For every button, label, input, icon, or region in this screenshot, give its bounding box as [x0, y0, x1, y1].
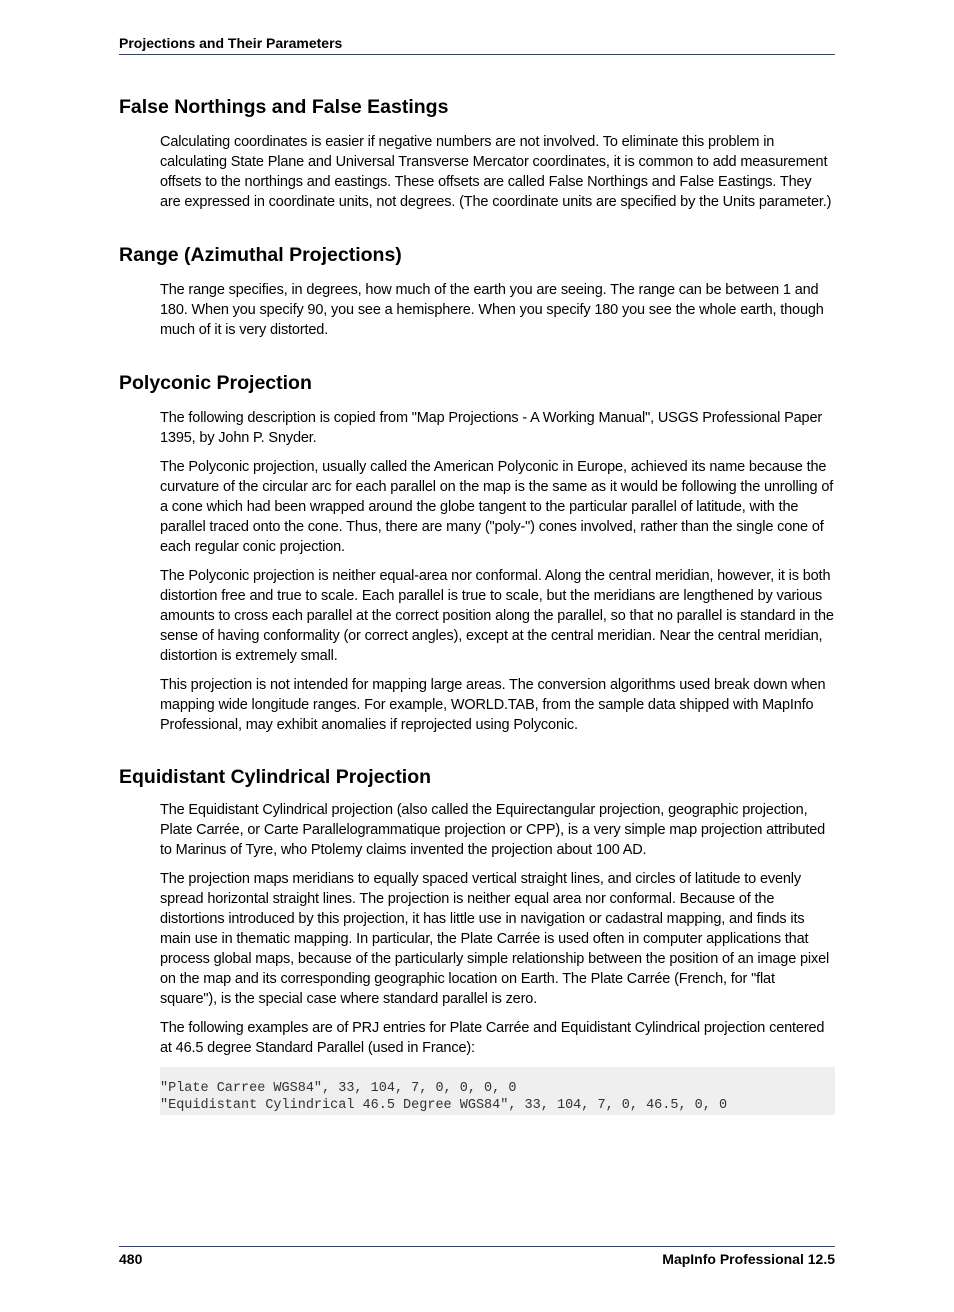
code-line: "Equidistant Cylindrical 46.5 Degree WGS84", 33, 104, 7, 0, 46.5, 0, 0 — [160, 1098, 728, 1113]
paragraph: The following description is copied from "Map Projections - A Working Manual", USGS Professional Paper 1395, by John P. Snyder. — [160, 410, 823, 446]
section-equidistant-cylindrical — [119, 764, 835, 1115]
paragraph: The range specifies, in degrees, how much of the earth you are seeing. The range can be between 1 and 180. When you specify 90, you see a hemisphere. When you specify 180 you see the whole earth, though much of it is very distorted. — [160, 282, 824, 338]
paragraph: The Equidistant Cylindrical projection (also called the Equirectangular projection, geographic projection, Plate Carrée, or Carte Parallelogrammatique projection or CPP), is a very simple map projection attributed to Marinus of Tyre, who Ptolemy claims invented the projection about 100 AD. — [160, 802, 826, 858]
paragraph: Calculating coordinates is easier if negative numbers are not involved. To eliminate this problem in calculating State Plane and Universal Transverse Mercator coordinates, it is common to add measurement offsets to the northings and eastings. These offsets are called False Northings and False Eastings. They are expressed in coordinate units, not degrees. (The coordinate units are specified by the Units parameter.) — [160, 134, 832, 210]
section-false-northings — [119, 94, 835, 212]
section-range — [119, 242, 835, 340]
paragraph: The Polyconic projection is neither equal-area nor conformal. Along the central meridian, however, it is both distortion free and true to scale. Each parallel is true to scale, but the meridians are lengthened by various amounts to cross each parallel at the correct position along the parallel, so that no parallel is standard in the sense of having conformality (or correct angles), except at the central meridian. Near the central meridian, distortion is extremely small. — [160, 568, 834, 664]
section-title: False Northings and False Eastings — [119, 96, 449, 118]
code-block — [160, 1067, 835, 1115]
paragraph: The projection maps meridians to equally spaced vertical straight lines, and circles of latitude to evenly spread horizontal straight lines. The projection is neither equal area nor conformal. Because of the distortions introduced by this projection, it has little use in navigation or cadastral mapping, and finds its main use in thematic mapping. In particular, the Plate Carrée is used often in computer applications that process global maps, because of the particularly simple relationship between the position of an image pixel on the map and its corresponding geographic location on Earth. The Plate Carrée (French, for "flat square"), is the special case where standard parallel is zero. — [160, 871, 830, 1007]
section-title: Equidistant Cylindrical Projection — [119, 766, 432, 788]
paragraph: This projection is not intended for mapping large areas. The conversion algorithms used break down when mapping wide longitude ranges. For example, WORLD.TAB, from the sample data shipped with MapInfo Professional, may exhibit anomalies if reprojected using Polyconic. — [160, 677, 826, 733]
code-line: "Plate Carree WGS84", 33, 104, 7, 0, 0, 0, 0 — [160, 1081, 517, 1096]
page-number: 480 — [119, 1251, 143, 1267]
section-title: Range (Azimuthal Projections) — [119, 244, 402, 266]
paragraph: The Polyconic projection, usually called the American Polyconic in Europe, achieved its name because the curvature of the circular arc for each parallel on the map is the same as it would be following the unrolling of a cone which had been wrapped around the globe tangent to the particular parallel of latitude, with the parallel traced onto the cone. Thus, there are many ("poly-") cones involved, rather than the single cone of each regular conic projection. — [160, 459, 834, 555]
page-header — [119, 34, 835, 55]
section-title: Polyconic Projection — [119, 372, 312, 394]
page-footer — [119, 1246, 835, 1268]
page-content — [119, 94, 835, 1115]
product-name: MapInfo Professional 12.5 — [662, 1251, 835, 1267]
running-title: Projections and Their Parameters — [119, 35, 343, 51]
section-polyconic — [119, 370, 835, 735]
paragraph: The following examples are of PRJ entries for Plate Carrée and Equidistant Cylindrical projection centered at 46.5 degree Standard Parallel (used in France): — [160, 1020, 825, 1056]
